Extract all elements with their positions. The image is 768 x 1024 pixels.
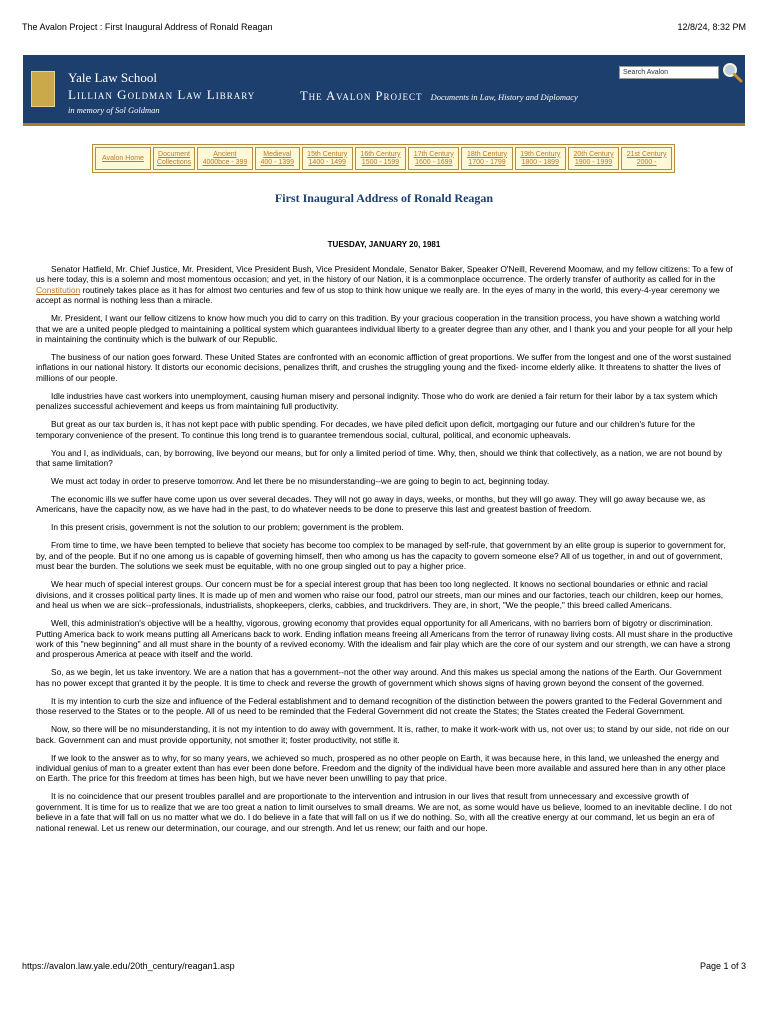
paragraph: The business of our nation goes forward. These United States are confronted with an economic affliction of great proportions. We suffer from the longest and one of the worst sustained inflations in our national history. It distorts our economic decisions, penalizes thrift, and crushes the struggling young and the fixed- income elderly alike. It threatens to shatter the lives of millions of our people. <box>36 352 732 383</box>
paragraph: Senator Hatfield, Mr. Chief Justice, Mr. President, Vice President Bush, Vice President Mondale, Senator Baker, Speaker O'Neill, Reverend Moomaw, and my fellow citizens: To a few of us here today, this is a solemn and most momentous occasion; and yet, in the history of our Nation, it is a commonplace occurrence. The orderly transfer of authority as called for in the Constitution routinely takes place as it has for almost two centuries and few of us stop to think how unique we really are. In the eyes of many in the world, this every-4-year ceremony we accept as normal is nothing less than a miracle. <box>36 264 733 306</box>
paragraph: From time to time, we have been tempted to believe that society has become too complex to be managed by self-rule, that government by an elite group is superior to government for, by, and of the people. But if no one among us is capable of governing himself, then who among us has the capacity to govern someone else? All of us together, in and out of government, must bear the burden. The solutions we seek must be equitable, with no one group singled out to pay a higher price. <box>36 540 726 572</box>
site-banner <box>23 55 745 126</box>
nav-item[interactable]: 21st Century 2000 - <box>621 147 672 170</box>
nav-item[interactable]: 16th Century 1500 - 1599 <box>355 147 406 170</box>
nav-item[interactable]: 18th Century 1700 - 1799 <box>461 147 512 170</box>
print-header <box>22 22 746 36</box>
paragraph: The economic ills we suffer have come upon us over several decades. They will not go away in days, weeks, or months, but they will go away. They will go away because we, as Americans, have the capacity now, as we have had in the past, to do whatever needs to be done to preserve this last and greatest bastion of freedom. <box>36 494 706 515</box>
nav-item[interactable]: Avalon Home <box>95 147 151 170</box>
paragraph: Idle industries have cast workers into unemployment, causing human misery and personal indignity. Those who do work are denied a fair return for their labor by a tax system which penalizes successful achievement and keeps us from maintaining full productivity. <box>36 390 718 412</box>
school-name: Yale Law School <box>68 70 157 85</box>
paragraph: Now, so there will be no misunderstanding, it is not my intention to do away with government. It is, rather, to make it work-work with us, not over us; to stand by our side, not ride on our back. Government can and must provide opportunity, not smother it; foster productivity, not stifle it. <box>36 724 730 745</box>
paragraph: If we look to the answer as to why, for so many years, we achieved so much, prospered as no other people on Earth, it was because here, in this land, we unleashed the energy and individual genius of man to a greater extent than has ever been done before. Freedom and the dignity of the individual have been more available and assured here than in any other place on Earth. The price for this freedom at times has been high, but we have never been unwilling to pay that price. <box>36 752 726 784</box>
document-body <box>36 264 734 841</box>
library-name: Lillian Goldman Law Library <box>68 87 256 102</box>
print-title: The Avalon Project : First Inaugural Address of Ronald Reagan <box>22 22 273 32</box>
paragraph: It is no coincidence that our present troubles parallel and are proportionate to the intervention and intrusion in our lives that result from unnecessary and excessive growth of government. It is time for us to realize that we are too great a nation to limit ourselves to small dreams. We are not, as some would have us believe, loomed to an inevitable decline. I do not believe in a fate that will fall on us no matter what we do. I do believe in a fate that will fall on us if we do nothing. So, with all the creative energy at our command, let us begin an era of national renewal. Let us renew our determination, our courage, and our strength. And let us renew; our faith and our hope. <box>36 791 732 833</box>
project-subtitle: Documents in Law, History and Diplomacy <box>430 92 578 102</box>
document-date: TUESDAY, JANUARY 20, 1981 <box>327 240 441 249</box>
paragraph: You and I, as individuals, can, by borrowing, live beyond our means, but for only a limited period of time. Why, then, should we think that collectively, as a nation, we are not bound by that same limitation? <box>36 447 723 469</box>
nav-item[interactable]: Ancient 4000bce - 399 <box>197 147 253 170</box>
paragraph: In this present crisis, government is not the solution to our problem; government is the problem. <box>51 522 404 533</box>
paragraph: Well, this administration's objective will be a healthy, vigorous, growing economy that provides equal opportunity for all Americans, with no barriers born of bigotry or discrimination. Putting America back to work means putting all Americans back to work. Ending inflation means freeing all Americans from the terror of runaway living costs. All must share in the productive work of this "new beginning" and all must share in the bounty of a revived economy. With the idealism and fair play which are the core of our system and our strength, we can have a strong and prosperous America at peace with itself and the world. <box>36 618 733 660</box>
nav-item[interactable]: 15th Century 1400 - 1499 <box>302 147 353 170</box>
page-number: Page 1 of 3 <box>699 961 746 971</box>
search-input[interactable]: Search Avalon <box>619 66 719 79</box>
memory-line: in memory of Sol Goldman <box>68 105 160 115</box>
paragraph: We hear much of special interest groups. Our concern must be for a special interest group that has been too long neglected. It knows no sectional boundaries or ethnic and racial divisions, and it crosses political party lines. It is made up of men and women who raise our food, patrol our streets, man our mines and our factories, teach our children, keep our homes, and heal us when we are sick--professionals, industrialists, shopkeepers, clerks, cabbies, and truckdrivers. They are, in short, "We the people," this breed called Americans. <box>36 579 724 611</box>
print-datetime: 12/8/24, 8:32 PM <box>677 22 746 32</box>
nav-item[interactable]: 19th Century 1800 - 1899 <box>515 147 566 170</box>
page-url: https://avalon.law.yale.edu/20th_century/reagan1.asp <box>22 961 235 971</box>
search-icon[interactable] <box>721 61 743 83</box>
paragraph: It is my intention to curb the size and influence of the Federal establishment and to demand recognition of the distinction between the powers granted to the Federal Government and those reserved to the States or to the people. All of us need to be reminded that the Federal Government did not create the States; the States created the Federal Government. <box>36 695 722 717</box>
nav-item[interactable]: Document Collections <box>153 147 195 170</box>
yale-shield-logo <box>31 71 55 107</box>
constitution-link[interactable]: Constitution <box>36 284 81 295</box>
paragraph: Mr. President, I want our fellow citizens to know how much you did to carry on this tradition. By your gracious cooperation in the transition process, you have shown a watching world that we are a united people pledged to maintaining a political system which guarantees individual liberty to a greater degree than any other, and I thank you and your people for all your help in maintaining the continuity which is the bulwark of our Republic. <box>36 313 733 345</box>
project-title <box>300 89 578 104</box>
project-name: The Avalon Project <box>300 89 423 103</box>
century-nav <box>92 144 675 173</box>
nav-item[interactable]: Medieval 400 - 1399 <box>255 147 300 170</box>
nav-item[interactable]: 20th Century 1900 - 1999 <box>568 147 619 170</box>
paragraph: But great as our tax burden is, it has not kept pace with public spending. For decades, we have piled deficit upon deficit, mortgaging our future and our children's future for the temporary convenience of the present. To continue this long trend is to guarantee tremendous social, cultural, political, and economic upheavals. <box>36 419 696 440</box>
paragraph: So, as we begin, let us take inventory. We are a nation that has a government--not the other way around. And this makes us special among the nations of the Earth. Our Government has no power except that granted it by the people. It is time to check and reverse the growth of government which shows signs of having grown beyond the consent of the governed. <box>36 667 722 688</box>
paragraph: We must act today in order to preserve tomorrow. And let there be no misunderstanding--we are going to begin to act, beginning today. <box>51 476 550 487</box>
page-title: First Inaugural Address of Ronald Reagan <box>274 191 494 205</box>
nav-item[interactable]: 17th Century 1600 - 1699 <box>408 147 459 170</box>
